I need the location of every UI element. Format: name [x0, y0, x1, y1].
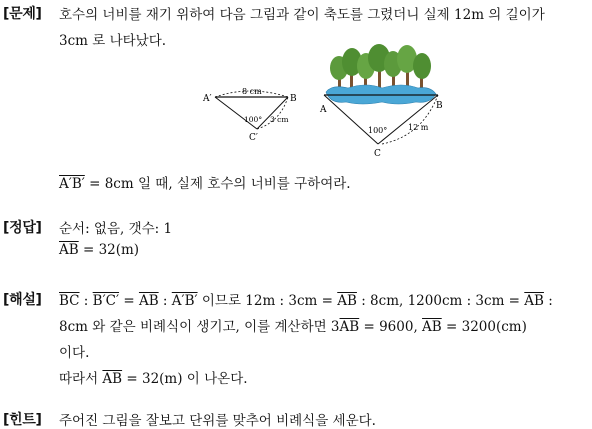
lake-figure — [312, 44, 452, 160]
problem-question: A′B′ = 8cm 일 때, 실제 호수의 너비를 구하여라. — [59, 176, 351, 192]
small-top-length: 8 cm — [242, 87, 262, 96]
answer-tag: [정답] — [3, 220, 42, 236]
segment-a-prime-b-prime: A′B′ — [59, 176, 85, 192]
problem-tag: [문제] — [3, 6, 42, 22]
small-label-c: C′ — [249, 133, 258, 142]
lake-label-b: B — [436, 101, 443, 111]
explanation-line-2: 8cm 와 같은 비례식이 생기고, 이를 계산하면 $3\overline{AB} = 9600$, $\overline{AB} = 3200(cm)$ — [59, 319, 527, 335]
small-angle: 100° — [244, 115, 263, 124]
lake-label-a: A — [320, 105, 327, 115]
tree-group — [330, 44, 431, 92]
lake-angle: 100° — [368, 126, 388, 135]
explanation-tag: [해설] — [3, 292, 42, 308]
small-label-a: A′ — [203, 94, 212, 104]
answer-line-1: 순서: 없음, 갯수: 1 — [59, 221, 173, 237]
small-label-b: B — [290, 94, 297, 104]
problem-text-line-2: 3cm 로 나타났다. — [59, 33, 167, 49]
small-side-length: 3 cm — [270, 115, 289, 124]
explanation-line-1: $\overline{BC}$ : $B'C' = \overline{AB}$ : A′B′ 이므로 12m : $3cm = \overline{AB}$ : 8cm, 1200cm : $3cm = \overline{AB}$ : — [59, 293, 553, 309]
scale-drawing-figure — [200, 82, 300, 142]
answer-line-2: $\overline{AB} = 32(m)$ — [59, 242, 140, 258]
explanation-line-4: 따라서 $\overline{AB} = 32(m)$ 이 나온다. — [59, 371, 248, 387]
hint-tag: [힌트] — [3, 412, 42, 428]
explanation-line-3: 이다. — [59, 345, 90, 361]
lake-label-c: C — [374, 149, 381, 159]
hint-line-1: 주어진 그림을 잘보고 단위를 맞추어 비례식을 세운다. — [59, 413, 376, 429]
lake-side-length: 12 m — [408, 123, 429, 132]
problem-text-line-1: 호수의 너비를 재기 위하여 다음 그림과 같이 축도를 그렸더니 실제 12m 의 길이가 — [59, 7, 545, 23]
